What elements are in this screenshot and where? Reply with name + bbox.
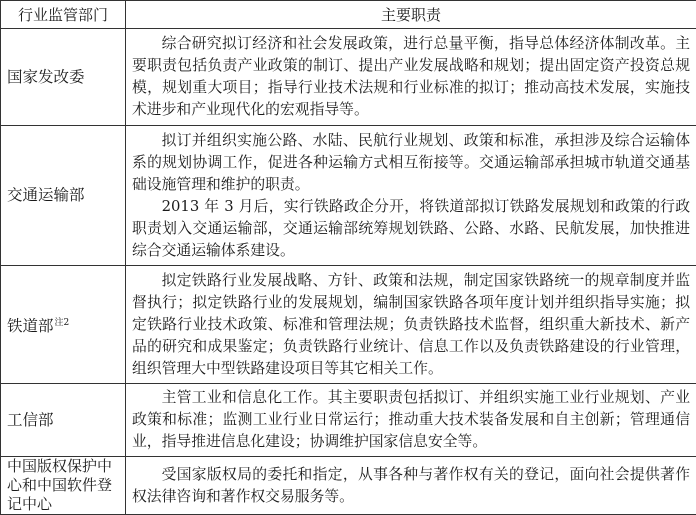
department-name: 中国版权保护中心和中国软件登记中心 bbox=[7, 457, 112, 513]
table-row bbox=[1, 384, 696, 457]
table-row bbox=[1, 29, 696, 126]
department-name: 国家发改委 bbox=[7, 68, 85, 86]
department-footnote-mark: 注2 bbox=[55, 318, 70, 328]
table-row bbox=[1, 126, 696, 266]
department-name: 交通运输部 bbox=[7, 186, 85, 204]
header-duties: 主要职责 bbox=[126, 1, 696, 29]
duty-paragraph: 拟订并组织实施公路、水陆、民航行业规划、政策和标准，承担涉及综合运输体系的规划协调工作，促进各种运输方式相互衔接等。交通运输部承担城市轨道交通基础设施管理和维护的职责。 bbox=[132, 130, 690, 196]
duties-cell bbox=[126, 266, 696, 384]
duties-cell bbox=[126, 384, 696, 457]
duty-paragraph: 拟定铁路行业发展战略、方针、政策和法规，制定国家铁路统一的规章制度并监督执行；拟定铁路行业的发展规划，编制国家铁路各项年度计划并组织指导实施；拟定铁路行业技术政策、标准和管理法规；负责铁路技术监督，组织重大新技术、新产品的研究和成果鉴定；负责铁路行业统计、信息工作以及负责铁路建设的行业管理，组织管理大中型铁路建设项目等其它相关工作。 bbox=[132, 270, 690, 380]
duty-paragraph: 2013 年 3 月后，实行铁路政企分开，将铁道部拟订铁路发展规划和政策的行政职责划入交通运输部，交通运输部统筹规划铁路、公路、水路、民航发展，加快推进综合交通运输体系建设。 bbox=[132, 196, 690, 262]
duty-paragraph: 主管工业和信息化工作。其主要职责包括拟订、并组织实施工业行业规划、产业政策和标准；监测工业行业日常运行；推动重大技术装备发展和自主创新；管理通信业，指导推进信息化建设；协调维护国家信息安全等。 bbox=[132, 387, 690, 453]
duties-cell bbox=[126, 29, 696, 126]
department-cell bbox=[1, 126, 126, 266]
table-row bbox=[1, 266, 696, 384]
department-name: 铁道部 bbox=[7, 317, 54, 335]
department-name: 工信部 bbox=[7, 411, 54, 429]
department-cell bbox=[1, 29, 126, 126]
duty-paragraph: 受国家版权局的委托和指定，从事各种与著作权有关的登记，面向社会提供著作权法律咨询和著作权交易服务等。 bbox=[132, 464, 690, 508]
department-cell bbox=[1, 384, 126, 457]
table-header-row bbox=[1, 1, 696, 29]
department-cell bbox=[1, 457, 126, 515]
duties-cell bbox=[126, 457, 696, 515]
header-department: 行业监管部门 bbox=[1, 1, 126, 29]
duties-cell bbox=[126, 126, 696, 266]
table-row bbox=[1, 457, 696, 515]
duty-paragraph: 综合研究拟订经济和社会发展政策，进行总量平衡，指导总体经济体制改革。主要职责包括负责产业政策的制订、提出产业发展战略和规划；提出固定资产投资总规模，规划重大项目；指导行业技术法规和行业标准的拟订；推动高技术发展，实施技术进步和产业现代化的宏观指导等。 bbox=[132, 33, 690, 121]
department-cell bbox=[1, 266, 126, 384]
